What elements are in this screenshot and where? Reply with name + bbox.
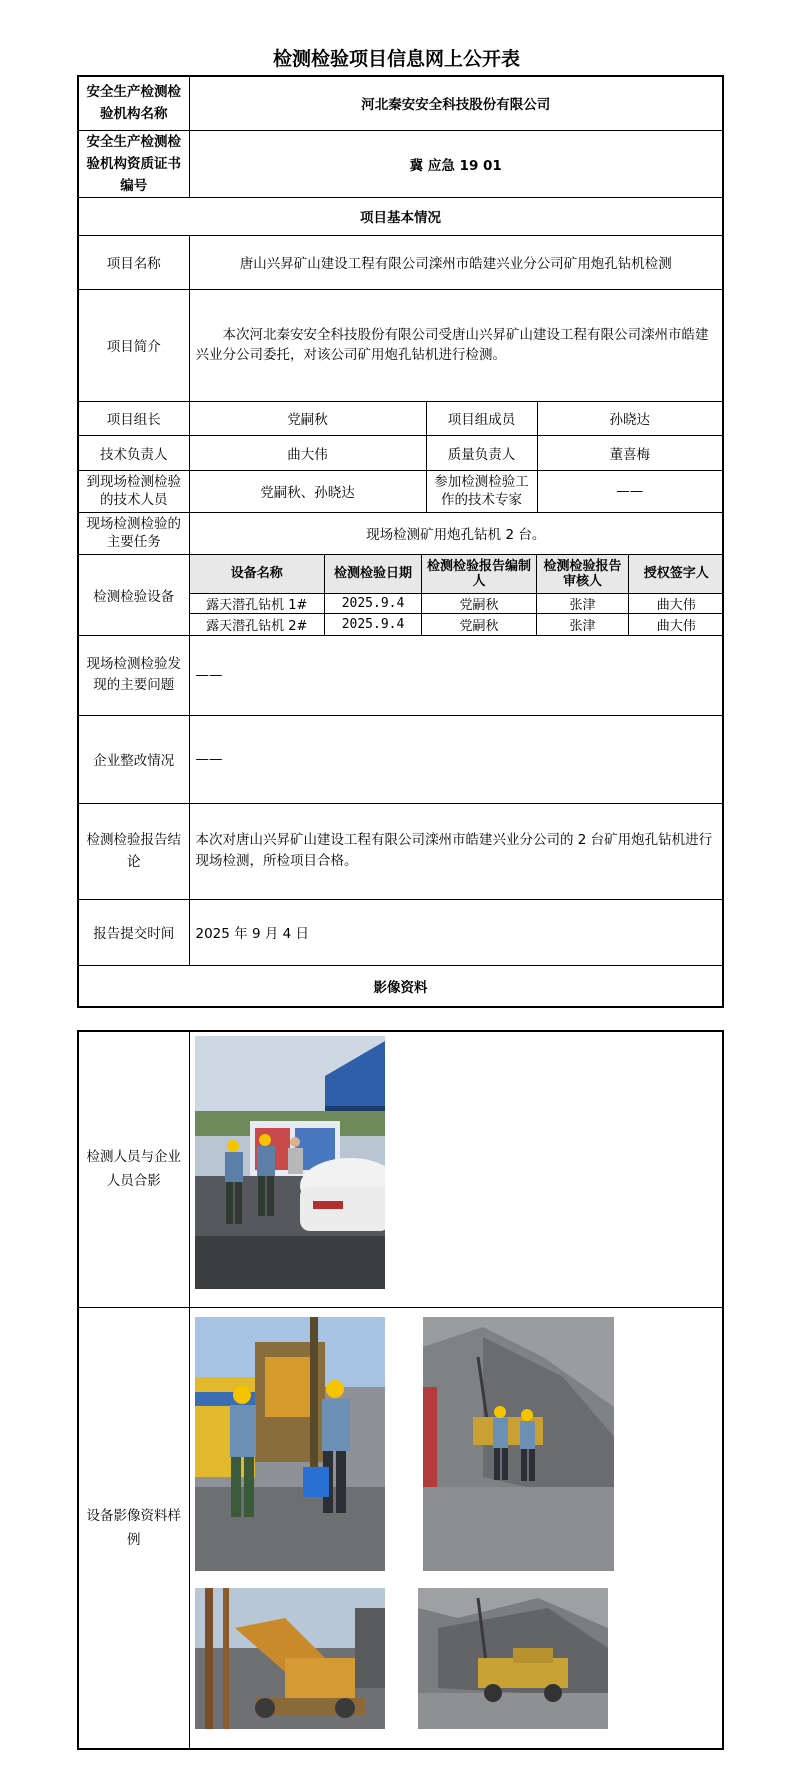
project-intro-label: 项目简介 bbox=[78, 289, 189, 401]
images-section-heading: 影像资料 bbox=[78, 965, 723, 1007]
equipment-header-signer: 授权签字人 bbox=[629, 555, 724, 594]
conclusion-value: 本次对唐山兴昇矿山建设工程有限公司滦州市皓建兴业分公司的 2 台矿用炮孔钻机进行现场检测，所检项目合格。 bbox=[189, 803, 723, 899]
submit-time-label: 报告提交时间 bbox=[78, 899, 189, 965]
equipment-row bbox=[190, 614, 724, 635]
org-name-value: 河北秦安安全科技股份有限公司 bbox=[189, 76, 723, 130]
equipment-cell: 张津 bbox=[537, 593, 629, 614]
equipment-photos-cell bbox=[189, 1307, 723, 1749]
equipment-photo-2 bbox=[423, 1317, 614, 1571]
project-intro-value: 本次河北秦安安全科技股份有限公司受唐山兴昇矿山建设工程有限公司滦州市皓建兴业分公司委托，对该公司矿用炮孔钻机进行检测。 bbox=[189, 289, 723, 401]
main-task-label: 现场检测检验的主要任务 bbox=[78, 512, 189, 554]
rectification-value: —— bbox=[189, 715, 723, 803]
experts-label: 参加检测检验工作的技术专家 bbox=[426, 470, 537, 512]
onsite-staff-value: 党嗣秋、孙晓达 bbox=[189, 470, 426, 512]
equipment-label: 检测检验设备 bbox=[78, 554, 189, 635]
equipment-cell: 张津 bbox=[537, 614, 629, 635]
equipment-cell: 党嗣秋 bbox=[422, 593, 537, 614]
issues-label: 现场检测检验发现的主要问题 bbox=[78, 635, 189, 715]
experts-value: —— bbox=[537, 470, 723, 512]
main-task-value: 现场检测矿用炮孔钻机 2 台。 bbox=[189, 512, 723, 554]
equipment-photos-label: 设备影像资料样例 bbox=[78, 1307, 189, 1749]
info-table bbox=[77, 75, 724, 1008]
equipment-header-author: 检测检验报告编制人 bbox=[422, 555, 537, 594]
members-value: 孙晓达 bbox=[537, 401, 723, 435]
equipment-cell: 曲大伟 bbox=[629, 614, 724, 635]
basic-section-heading: 项目基本情况 bbox=[78, 197, 723, 235]
equipment-cell: 曲大伟 bbox=[629, 593, 724, 614]
group-photo bbox=[195, 1036, 385, 1289]
equipment-header-date: 检测检验日期 bbox=[325, 555, 422, 594]
onsite-staff-label: 到现场检测检验的技术人员 bbox=[78, 470, 189, 512]
project-name-value: 唐山兴昇矿山建设工程有限公司滦州市皓建兴业分公司矿用炮孔钻机检测 bbox=[189, 235, 723, 289]
equipment-cell: 党嗣秋 bbox=[422, 614, 537, 635]
conclusion-label: 检测检验报告结论 bbox=[78, 803, 189, 899]
submit-time-value: 2025 年 9 月 4 日 bbox=[189, 899, 723, 965]
leader-label: 项目组长 bbox=[78, 401, 189, 435]
equipment-header-name: 设备名称 bbox=[190, 555, 325, 594]
equipment-photo-4 bbox=[418, 1588, 608, 1729]
equipment-cell: 2025.9.4 bbox=[325, 614, 422, 635]
equipment-row bbox=[190, 593, 724, 614]
members-label: 项目组成员 bbox=[426, 401, 537, 435]
equipment-photo-3 bbox=[195, 1588, 385, 1729]
org-cert-value: 冀 应急 19 01 bbox=[189, 130, 723, 197]
equipment-cell: 露天潜孔钻机 2# bbox=[190, 614, 325, 635]
org-cert-label: 安全生产检测检验机构资质证书编号 bbox=[78, 130, 189, 197]
photo-table bbox=[77, 1030, 724, 1750]
rectification-label: 企业整改情况 bbox=[78, 715, 189, 803]
quality-lead-label: 质量负责人 bbox=[426, 435, 537, 470]
group-photo-label: 检测人员与企业人员合影 bbox=[78, 1031, 189, 1307]
group-photo-cell bbox=[189, 1031, 723, 1307]
leader-value: 党嗣秋 bbox=[189, 401, 426, 435]
issues-value: —— bbox=[189, 635, 723, 715]
tech-lead-value: 曲大伟 bbox=[189, 435, 426, 470]
quality-lead-value: 董喜梅 bbox=[537, 435, 723, 470]
equipment-table bbox=[190, 555, 724, 635]
equipment-cell: 2025.9.4 bbox=[325, 593, 422, 614]
project-name-label: 项目名称 bbox=[78, 235, 189, 289]
org-name-label: 安全生产检测检验机构名称 bbox=[78, 76, 189, 130]
equipment-photo-1 bbox=[195, 1317, 385, 1571]
equipment-header-reviewer: 检测检验报告审核人 bbox=[537, 555, 629, 594]
equipment-cell: 露天潜孔钻机 1# bbox=[190, 593, 325, 614]
tech-lead-label: 技术负责人 bbox=[78, 435, 189, 470]
page-title: 检测检验项目信息网上公开表 bbox=[272, 48, 520, 70]
